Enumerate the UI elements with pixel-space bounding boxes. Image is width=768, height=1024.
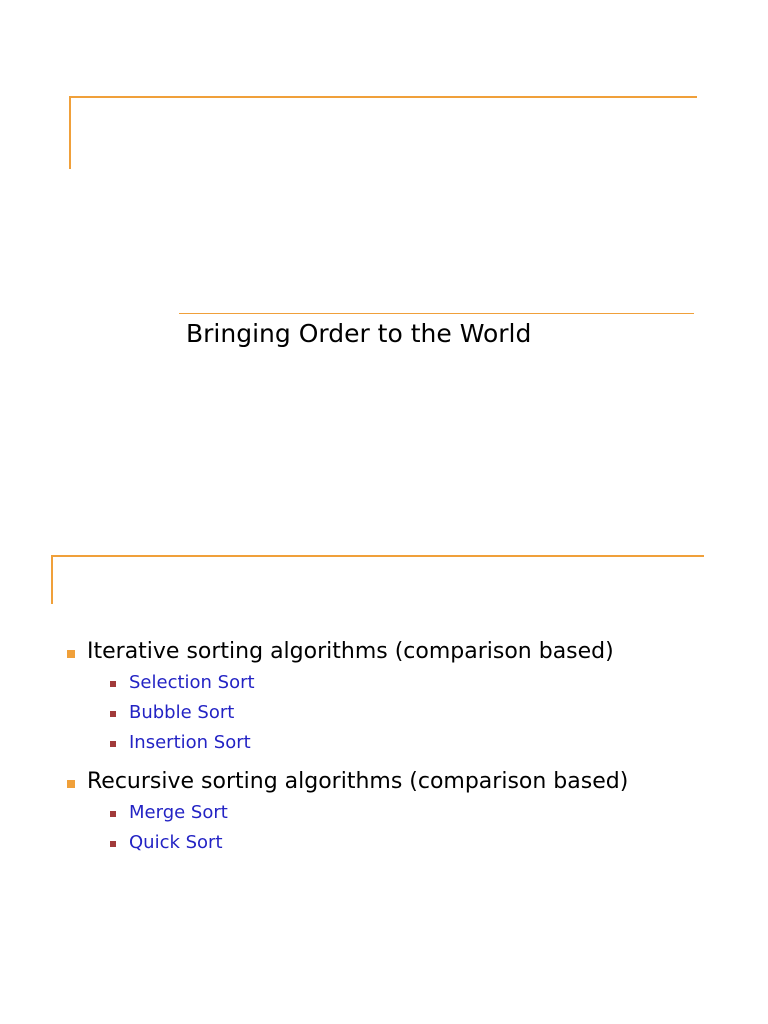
- slide-title: Bringing Order to the World: [186, 319, 532, 348]
- square-bullet-icon: [110, 711, 116, 717]
- square-bullet-icon: [67, 780, 75, 788]
- slide2-top-rule: [51, 555, 704, 557]
- square-bullet-icon: [110, 841, 116, 847]
- list-item: [66, 766, 746, 798]
- list-item: [108, 798, 746, 828]
- list-item: [108, 668, 746, 698]
- sub-bullet-text: Quick Sort: [129, 832, 223, 853]
- slide1-left-rule: [69, 96, 71, 169]
- bullet-heading: Iterative sorting algorithms (comparison based): [87, 639, 614, 664]
- bullet-group-iterative: [66, 636, 746, 758]
- square-bullet-icon: [110, 811, 116, 817]
- sub-bullet-text: Selection Sort: [129, 672, 255, 693]
- bullet-heading: Recursive sorting algorithms (comparison based): [87, 769, 629, 794]
- list-item: [108, 728, 746, 758]
- sub-bullet-text: Bubble Sort: [129, 702, 235, 723]
- list-item: [108, 698, 746, 728]
- square-bullet-icon: [110, 741, 116, 747]
- slide2-left-rule: [51, 555, 53, 604]
- list-item: [66, 636, 746, 668]
- slide1-top-rule: [69, 96, 697, 98]
- bullet-group-recursive: [66, 766, 746, 858]
- sub-bullet-text: Insertion Sort: [129, 732, 251, 753]
- list-item: [108, 828, 746, 858]
- slide1-title-rule: [179, 313, 694, 314]
- bullet-list: [66, 636, 746, 866]
- square-bullet-icon: [110, 681, 116, 687]
- sub-bullet-text: Merge Sort: [129, 802, 228, 823]
- square-bullet-icon: [67, 650, 75, 658]
